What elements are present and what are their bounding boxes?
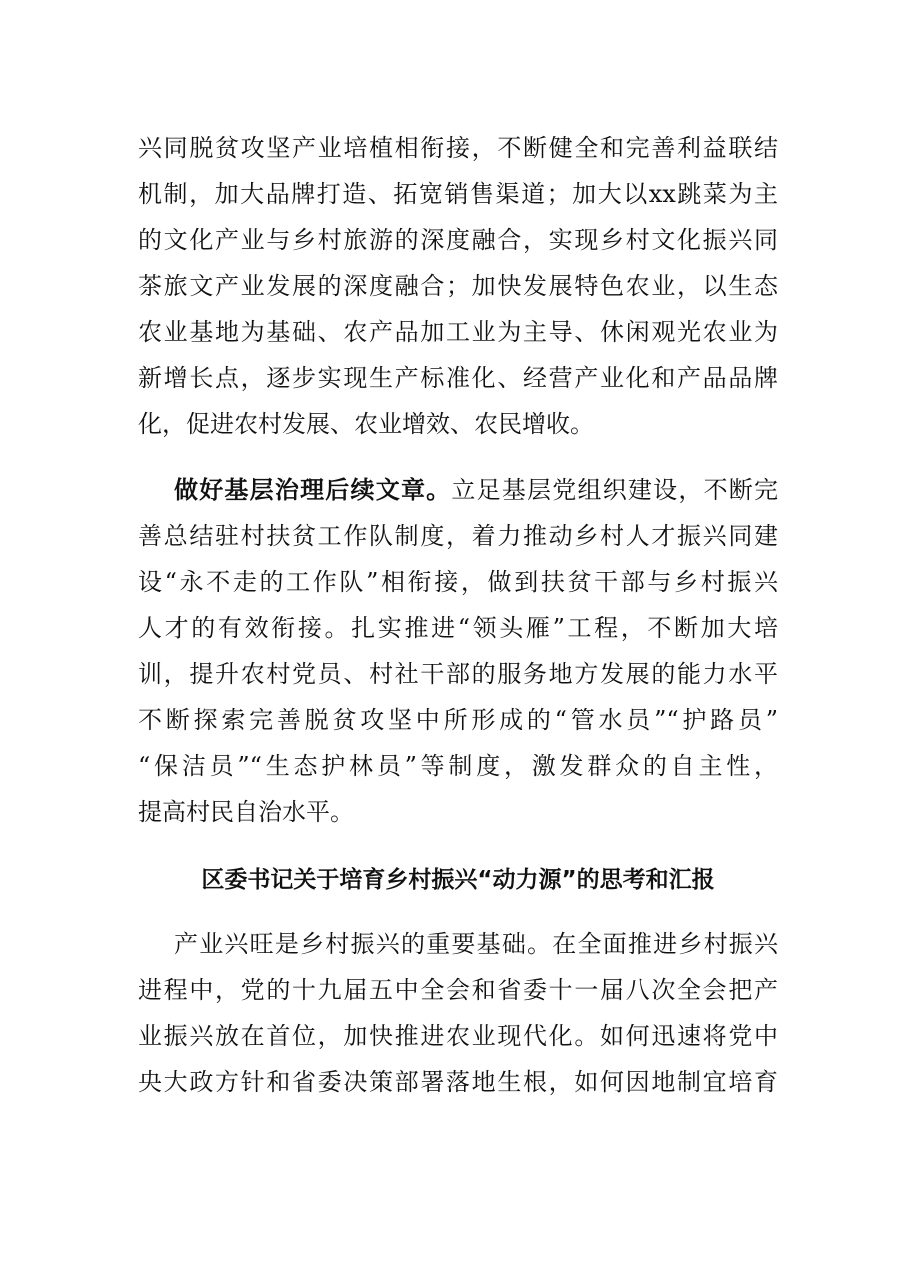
paragraph-2-lead: 做好基层治理后续文章。 (174, 475, 452, 504)
paragraph-2-line-5: 训，提升农村党员、村社干部的服务地方发展的能力水平 (138, 660, 778, 688)
paragraph-3-line-1: 产业兴旺是乡村振兴的重要基础。在全面推进乡村振兴 (174, 930, 778, 958)
paragraph-3-line-3: 业振兴放在首位，加快推进农业现代化。如何迅速将党中 (138, 1022, 778, 1050)
paragraph-1-line-1: 兴同脱贫攻坚产业培植相衔接，不断健全和完善利益联结 (138, 134, 778, 162)
paragraph-2-line-7: “保洁员”“生态护林员”等制度，激发群众的自主性， (138, 752, 778, 780)
paragraph-1-line-3: 的文化产业与乡村旅游的深度融合，实现乡村文化振兴同 (138, 226, 778, 254)
paragraph-2-line-3: 设“永不走的工作队”相衔接，做到扶贫干部与乡村振兴 (138, 568, 778, 596)
paragraph-2-line-8: 提高村民自治水平。 (138, 798, 354, 826)
paragraph-2-line-2: 善总结驻村扶贫工作队制度，着力推动乡村人才振兴同建 (138, 522, 778, 550)
paragraph-1-line-7: 化，促进农村发展、农业增效、农民增收。 (138, 410, 594, 438)
paragraph-1-line-4: 茶旅文产业发展的深度融合；加快发展特色农业，以生态 (138, 272, 778, 300)
paragraph-3-line-2: 进程中，党的十九届五中全会和省委十一届八次全会把产 (138, 976, 778, 1004)
paragraph-1-line-6: 新增长点，逐步实现生产标准化、经营产业化和产品品牌 (138, 364, 778, 392)
paragraph-2-line-4: 人才的有效衔接。扎实推进“领头雁”工程，不断加大培 (138, 614, 778, 642)
paragraph-2-line-1 (138, 470, 778, 510)
paragraph-1-line-2: 机制，加大品牌打造、拓宽销售渠道；加大以xx跳菜为主 (138, 180, 778, 208)
paragraph-2-line-6: 不断探索完善脱贫攻坚中所形成的“管水员”“护路员” (138, 706, 778, 734)
paragraph-2-line-1-rest: 立足基层党组织建设，不断完 (451, 476, 778, 504)
section-heading: 区委书记关于培育乡村振兴“动力源”的思考和汇报 (201, 867, 715, 893)
paragraph-1-line-5: 农业基地为基础、农产品加工业为主导、休闲观光农业为 (138, 318, 778, 346)
paragraph-3-line-4: 央大政方针和省委决策部署落地生根，如何因地制宜培育 (138, 1068, 778, 1096)
